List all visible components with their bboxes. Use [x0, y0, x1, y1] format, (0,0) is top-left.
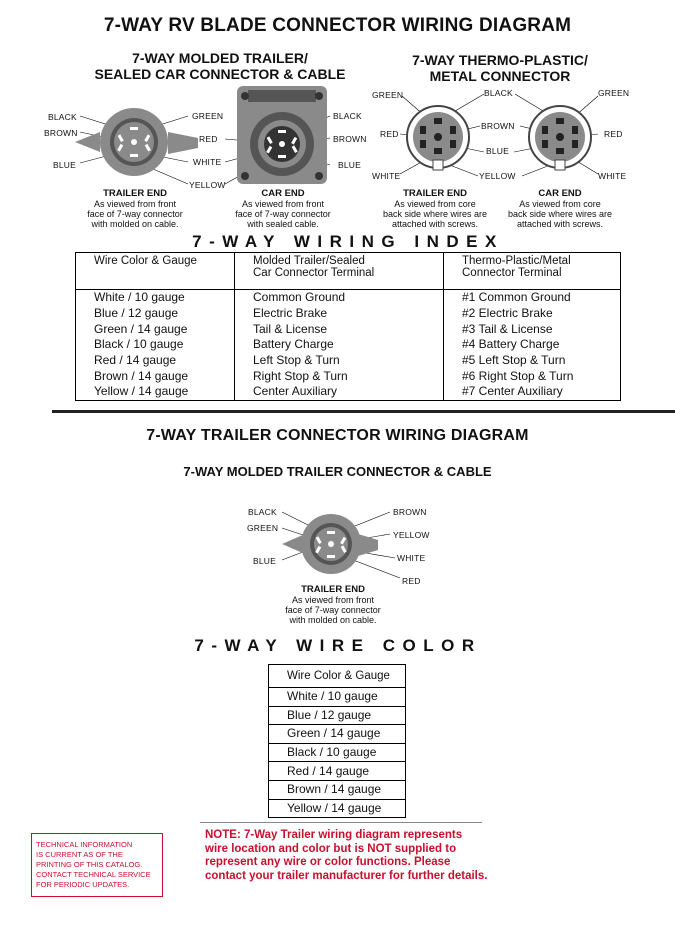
thermo-trailer-end-connector [407, 106, 469, 170]
cell-molded: Left Stop & Turn [235, 353, 444, 369]
tech-line: PRINTING OF THIS CATALOG. [36, 860, 143, 869]
caption-line: face of 7-way connector [285, 605, 381, 615]
caption-line: As viewed from front [291, 595, 375, 605]
cell-wire: Yellow / 14 gauge [269, 799, 406, 818]
table-row [269, 762, 406, 781]
label-thermo-white-left: WHITE [372, 171, 401, 181]
label-car-black: BLACK [333, 111, 362, 121]
cell-wire: Red / 14 gauge [76, 353, 235, 369]
molded-title-line-1: 7-WAY MOLDED TRAILER/ [132, 50, 308, 66]
table-row [269, 725, 406, 744]
label-thermo-brown: BROWN [481, 121, 515, 131]
tech-line: CONTACT TECHNICAL SERVICE [36, 870, 151, 879]
table-row [269, 743, 406, 762]
label-s2-red: RED [402, 576, 421, 586]
cell-wire: Brown / 14 gauge [76, 368, 235, 384]
molded-title-line-2: SEALED CAR CONNECTOR & CABLE [94, 66, 346, 82]
caption-line: face of 7-way connector [235, 209, 331, 219]
label-white: WHITE [193, 157, 222, 167]
section-divider [52, 410, 675, 413]
label-brown: BROWN [44, 128, 78, 138]
table-row [76, 337, 621, 353]
cell-molded: Common Ground [235, 290, 444, 306]
caption-line: As viewed from front [241, 199, 325, 209]
caption-line: As viewed from core [394, 199, 476, 209]
cell-thermo: #6 Right Stop & Turn [444, 368, 621, 384]
label-thermo-green-right: GREEN [598, 88, 630, 98]
wire-color-table [268, 664, 406, 818]
cell-molded: Right Stop & Turn [235, 368, 444, 384]
cell-molded: Center Auxiliary [235, 384, 444, 400]
label-s2-green: GREEN [247, 523, 279, 533]
note-line: contact your trailer manufacturer for further details. [205, 869, 488, 882]
caption-title: CAR END [261, 188, 305, 199]
caption-title: TRAILER END [403, 188, 467, 199]
table-row [76, 290, 621, 306]
wiring-index-title: 7-WAY WIRING INDEX [192, 232, 504, 251]
table-row [269, 799, 406, 818]
label-s2-blue: BLUE [253, 556, 277, 566]
thermo-car-end-connector [529, 106, 591, 170]
header-thermo-terminal: Thermo-Plastic/Metal Connector Terminal [444, 253, 621, 290]
note-line: NOTE: 7-Way Trailer wiring diagram represents [205, 829, 463, 841]
section2-trailer-end-connector [282, 514, 378, 574]
caption-line: with molded on cable. [289, 615, 377, 625]
label-thermo-red-right: RED [604, 129, 623, 139]
cell-wire: Black / 10 gauge [76, 337, 235, 353]
wiring-index-table [75, 252, 621, 401]
caption-molded-trailer-end [70, 188, 200, 229]
thermo-title-line-2: METAL CONNECTOR [429, 68, 571, 84]
molded-trailer-end-connector [75, 108, 198, 176]
cell-molded: Tail & License [235, 321, 444, 337]
cell-wire: Green / 14 gauge [269, 725, 406, 744]
label-thermo-blue: BLUE [486, 146, 510, 156]
cell-thermo: #3 Tail & License [444, 321, 621, 337]
sealed-car-end-connector [237, 86, 327, 184]
label-s2-yellow: YELLOW [393, 530, 430, 540]
section2-title: 7-WAY TRAILER CONNECTOR WIRING DIAGRAM [146, 427, 529, 444]
cell-thermo: #5 Left Stop & Turn [444, 353, 621, 369]
cell-wire: Blue / 12 gauge [269, 706, 406, 725]
tech-line: TECHNICAL INFORMATION [36, 840, 133, 849]
cell-wire: Black / 10 gauge [269, 743, 406, 762]
table-row [76, 384, 621, 400]
caption-line: As viewed from front [93, 199, 177, 209]
label-thermo-black: BLACK [484, 88, 513, 98]
cell-thermo: #7 Center Auxiliary [444, 384, 621, 400]
caption-line: back side where wires are [382, 209, 488, 219]
wire-color-title: 7-WAY WIRE COLOR [194, 636, 482, 655]
caption-line: with sealed cable. [247, 219, 319, 229]
label-green: GREEN [192, 111, 224, 121]
tech-line: FOR PERIODIC UPDATES. [36, 880, 130, 889]
cell-thermo: #1 Common Ground [444, 290, 621, 306]
caption-sealed-car-end [218, 188, 348, 229]
table-row [269, 780, 406, 799]
label-thermo-green-left: GREEN [372, 90, 404, 100]
header-wire-color: Wire Color & Gauge [76, 253, 235, 290]
note-rule [200, 822, 482, 823]
table-row [76, 321, 621, 337]
cell-wire: Red / 14 gauge [269, 762, 406, 781]
note-line: represent any wire or color functions. Please [205, 856, 451, 868]
caption-title: CAR END [538, 188, 582, 199]
note-line: wire location and color but is NOT supplied to [205, 842, 457, 855]
table-row [269, 688, 406, 707]
wire-color-header: Wire Color & Gauge [269, 665, 406, 688]
table-row [76, 353, 621, 369]
label-s2-black: BLACK [248, 507, 277, 517]
cell-wire: White / 10 gauge [76, 290, 235, 306]
label-car-brown: BROWN [333, 134, 367, 144]
cell-molded: Electric Brake [235, 306, 444, 322]
header-molded-terminal: Molded Trailer/Sealed Car Connector Terminal [235, 253, 444, 290]
cell-thermo: #4 Battery Charge [444, 337, 621, 353]
label-car-blue: BLUE [338, 160, 362, 170]
tech-line: IS CURRENT AS OF THE [36, 850, 123, 859]
table-row [76, 306, 621, 322]
technical-info-box [31, 833, 163, 897]
cell-wire: White / 10 gauge [269, 688, 406, 707]
label-thermo-red-left: RED [380, 129, 399, 139]
label-s2-brown: BROWN [393, 507, 427, 517]
thermo-title-line-1: 7-WAY THERMO-PLASTIC/ [412, 52, 588, 68]
caption-thermo-car-end [495, 188, 625, 229]
label-thermo-white-right: WHITE [598, 171, 627, 181]
label-black: BLACK [48, 112, 77, 122]
label-yellow: YELLOW [189, 180, 226, 190]
label-thermo-yellow: YELLOW [479, 171, 516, 181]
note-text [205, 829, 505, 883]
label-s2-white: WHITE [397, 553, 426, 563]
caption-line: attached with screws. [516, 219, 604, 229]
section2-subtitle: 7-WAY MOLDED TRAILER CONNECTOR & CABLE [183, 464, 492, 479]
page-title: 7-WAY RV BLADE CONNECTOR WIRING DIAGRAM [103, 15, 572, 36]
table-row [269, 706, 406, 725]
caption-title: TRAILER END [301, 584, 365, 595]
cell-wire: Brown / 14 gauge [269, 780, 406, 799]
cell-wire: Green / 14 gauge [76, 321, 235, 337]
label-red: RED [199, 134, 218, 144]
molded-connector-title [90, 50, 350, 82]
cell-molded: Battery Charge [235, 337, 444, 353]
caption-line: back side where wires are [507, 209, 613, 219]
table-row [76, 368, 621, 384]
label-blue: BLUE [53, 160, 77, 170]
cell-thermo: #2 Electric Brake [444, 306, 621, 322]
caption-line: with molded on cable. [91, 219, 179, 229]
caption-thermo-trailer-end [370, 188, 500, 229]
caption-line: attached with screws. [391, 219, 479, 229]
caption-title: TRAILER END [103, 188, 167, 199]
caption-s2-trailer-end [268, 584, 398, 625]
cell-wire: Yellow / 14 gauge [76, 384, 235, 400]
caption-line: face of 7-way connector [87, 209, 183, 219]
caption-line: As viewed from core [519, 199, 601, 209]
cell-wire: Blue / 12 gauge [76, 306, 235, 322]
